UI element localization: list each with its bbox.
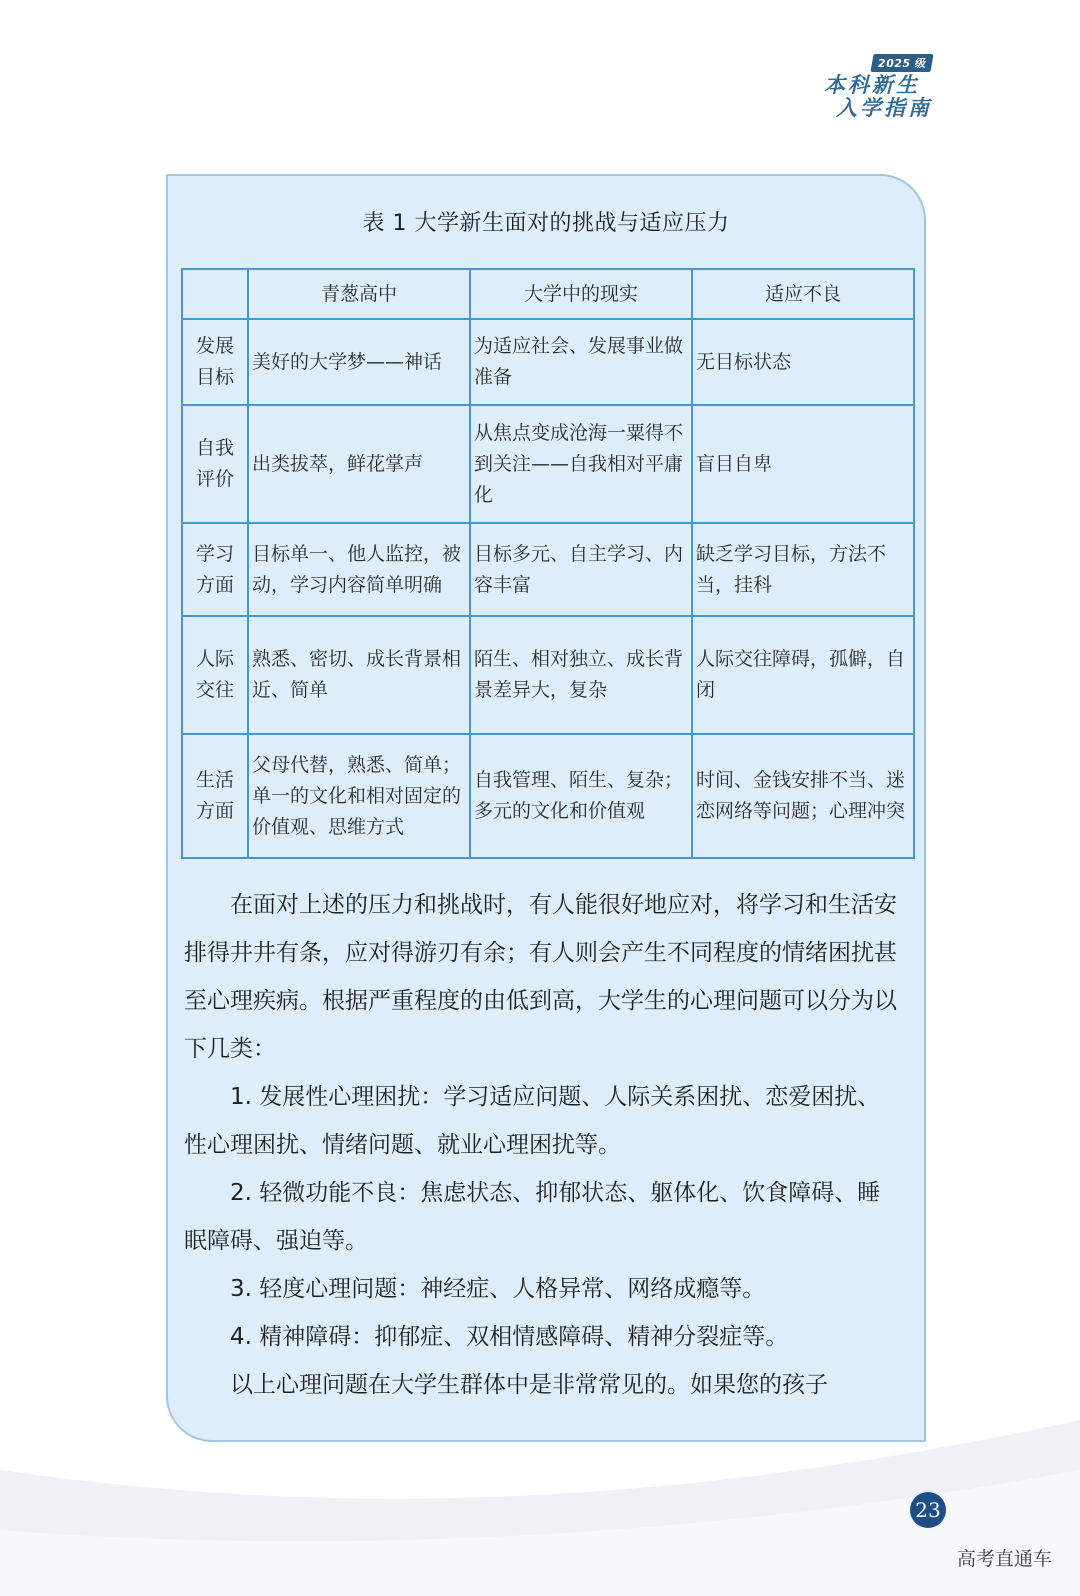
header-cell-reality: 大学中的现实 xyxy=(470,269,692,319)
row-label: 自我 评价 xyxy=(182,405,248,523)
cell-high-school: 美好的大学梦——神话 xyxy=(248,319,470,405)
cell-high-school: 出类拔萃，鲜花掌声 xyxy=(248,405,470,523)
brand-title-line2: 入学指南 xyxy=(836,96,932,120)
cell-high-school: 目标单一、他人监控，被动，学习内容简单明确 xyxy=(248,523,470,616)
year-badge: 2025 级 xyxy=(870,54,934,72)
brand-title-line1: 本科新生 xyxy=(824,73,920,97)
list-item: 3. 轻度心理问题：神经症、人格异常、网络成瘾等。 xyxy=(230,1276,766,1302)
watermark: 高考直通车 xyxy=(956,1548,1052,1570)
row-label: 发展 目标 xyxy=(182,319,248,405)
list-item: 4. 精神障碍：抑郁症、双相情感障碍、精神分裂症等。 xyxy=(230,1324,789,1350)
closing-paragraph: 以上心理问题在大学生群体中是非常常见的。如果您的孩子 xyxy=(230,1372,828,1398)
cell-reality: 目标多元、自主学习、内容丰富 xyxy=(470,523,692,616)
list-item: 1. 发展性心理困扰：学习适应问题、人际关系困扰、恋爱困扰、性心理困扰、情绪问题、就业心理困扰等。 xyxy=(184,1084,881,1158)
cell-high-school: 父母代替，熟悉、简单；单一的文化和相对固定的价值观、思维方式 xyxy=(248,734,470,858)
list-item: 2. 轻微功能不良：焦虑状态、抑郁状态、躯体化、饮食障碍、睡眠障碍、强迫等。 xyxy=(184,1180,881,1254)
cell-maladaptation: 盲目自卑 xyxy=(692,405,914,523)
cell-maladaptation: 缺乏学习目标，方法不当，挂科 xyxy=(692,523,914,616)
table-row xyxy=(182,734,914,858)
cell-reality: 自我管理、陌生、复杂；多元的文化和价值观 xyxy=(470,734,692,858)
intro-paragraph: 在面对上述的压力和挑战时，有人能很好地应对，将学习和生活安排得井井有条，应对得游刃有余；有人则会产生不同程度的情绪困扰甚至心理疾病。根据严重程度的由低到高，大学生的心理问题可以分为以下几类： xyxy=(184,892,897,1062)
cell-maladaptation: 无目标状态 xyxy=(692,319,914,405)
row-label: 人际 交往 xyxy=(182,616,248,734)
guide-brand xyxy=(824,52,932,120)
cell-reality: 陌生、相对独立、成长背景差异大，复杂 xyxy=(470,616,692,734)
table-row xyxy=(182,523,914,616)
cell-reality: 从焦点变成沧海一粟得不到关注——自我相对平庸化 xyxy=(470,405,692,523)
body-text xyxy=(184,881,902,1409)
header-cell-maladaptation: 适应不良 xyxy=(692,269,914,319)
row-label: 生活 方面 xyxy=(182,734,248,858)
row-label: 学习 方面 xyxy=(182,523,248,616)
table-row xyxy=(182,405,914,523)
challenges-table xyxy=(181,268,915,859)
table-header-row xyxy=(182,269,914,319)
cell-maladaptation: 人际交往障碍，孤僻，自闭 xyxy=(692,616,914,734)
table-row xyxy=(182,616,914,734)
cell-reality: 为适应社会、发展事业做准备 xyxy=(470,319,692,405)
content-panel xyxy=(166,174,926,1442)
cell-maladaptation: 时间、金钱安排不当、迷恋网络等问题；心理冲突 xyxy=(692,734,914,858)
page-number: 23 xyxy=(910,1492,946,1528)
table-row xyxy=(182,319,914,405)
header-cell-high-school: 青葱高中 xyxy=(248,269,470,319)
cell-high-school: 熟悉、密切、成长背景相近、简单 xyxy=(248,616,470,734)
header-cell-blank xyxy=(182,269,248,319)
table-title: 表 1 大学新生面对的挑战与适应压力 xyxy=(362,211,730,236)
